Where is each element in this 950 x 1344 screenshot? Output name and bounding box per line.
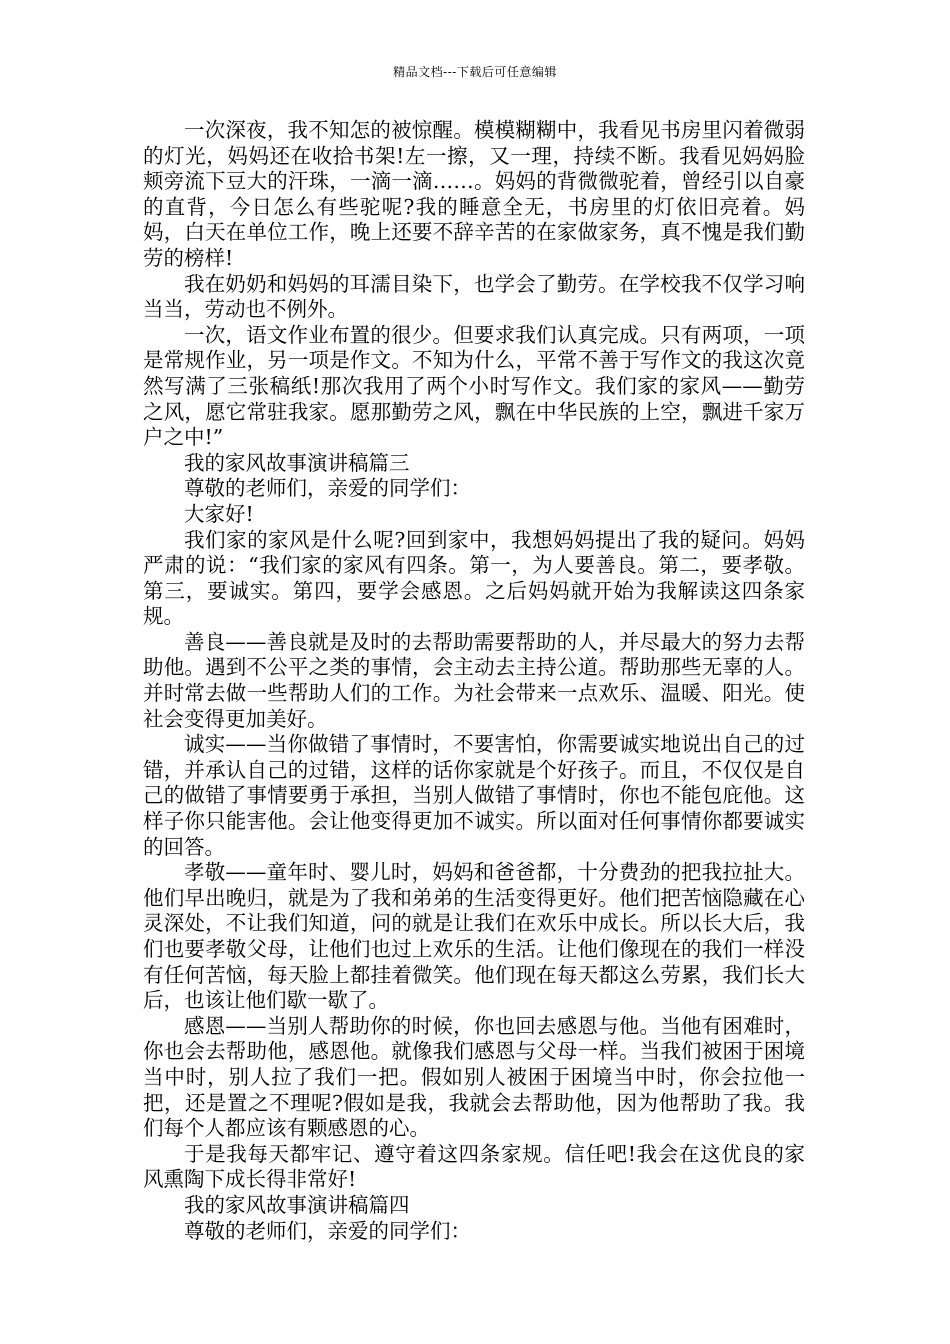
salutation-teachers-students: 尊敬的老师们，亲爱的同学们： — [184, 476, 471, 501]
salutation-part-four: 尊敬的老师们，亲爱的同学们： — [184, 1218, 471, 1243]
paragraph-family-rules: 我们家的家风是什么呢?回到家中，我想妈妈提出了我的疑问。妈妈严肃的说：“我们家的家风有四条。第一，为人要善良。第二，要孝敬。第三，要诚实。第四，要学会感恩。之后妈妈就开始为我解读这四条家规。 — [143, 527, 805, 629]
paragraph-homework: 一次，语文作业布置的很少。但要求我们认真完成。只有两项，一项是常规作业，另一项是作文。不知为什么，平常不善于写作文的我这次竟然写满了三张稿纸!那次我用了两个小时写作文。我们家的家风——勤劳之风，愿它常驻我家。愿那勤劳之风，飘在中华民族的上空，飘进千家万户之中!” — [143, 322, 805, 450]
paragraph-kindness: 善良——善良就是及时的去帮助需要帮助的人，并尽最大的努力去帮助他。遇到不公平之类的事情，会主动去主持公道。帮助那些无辜的人。并时常去做一些帮助人们的工作。为社会带来一点欢乐、温暖、阳光。使社会变得更加美好。 — [143, 629, 805, 731]
paragraph-gratitude: 感恩——当别人帮助你的时候，你也回去感恩与他。当他有困难时，你也会去帮助他，感恩他。就像我们感恩与父母一样。当我们被困于困境当中时，别人拉了我们一把。假如别人被困于困境当中时，你会拉他一把，还是置之不理呢?假如是我，我就会去帮助他，因为他帮助了我。我们每个人都应该有颗感恩的心。 — [143, 1013, 805, 1141]
paragraph-honesty: 诚实——当你做错了事情时，不要害怕，你需要诚实地说出自己的过错，并承认自己的过错，这样的话你家就是个好孩子。而且，不仅仅是自己的做错了事情要勇于承担，当别人做错了事情时，你也不能包庇他。这样子你只能害他。会让他变得更加不诚实。所以面对任何事情你都要诚实的回答。 — [143, 732, 805, 859]
paragraph-filial-piety: 孝敬——童年时、婴儿时，妈妈和爸爸都，十分费劲的把我拉扯大。他们早出晚归，就是为了我和弟弟的生活变得更好。他们把苦恼隐藏在心灵深处，不让我们知道，问的就是让我们在欢乐中成长。所以长大后，我们也要孝敬父母，让他们也过上欢乐的生活。让他们像现在的我们一样没有任何苦恼，每天脸上都挂着微笑。他们现在每天都这么劳累，我们长大后，也该让他们歇一歇了。 — [143, 860, 805, 1013]
greeting-hello: 大家好! — [184, 501, 254, 526]
page-header: 精品文档---下载后可任意编辑 — [393, 65, 557, 79]
paragraph-learned-diligence: 我在奶奶和妈妈的耳濡目染下，也学会了勤劳。在学校我不仅学习响当当，劳动也不例外。 — [143, 271, 805, 322]
section-title-part-three: 我的家风故事演讲稿篇三 — [184, 450, 410, 475]
document-body — [143, 118, 805, 1244]
paragraph-night-story: 一次深夜，我不知怎的被惊醒。模模糊糊中，我看见书房里闪着微弱的灯光，妈妈还在收拾书架!左一擦，又一理，持续不断。我看见妈妈脸颊旁流下豆大的汗珠，一滴一滴……。妈妈的背微微驼着，曾经引以自豪的直背，今日怎么有些驼呢?我的睡意全无，书房里的灯依旧亮着。妈妈，白天在单位工作，晚上还要不辞辛苦的在家做家务，真不愧是我们勤劳的榜样! — [143, 118, 805, 270]
section-title-part-four: 我的家风故事演讲稿篇四 — [184, 1192, 410, 1217]
paragraph-conclusion: 于是我每天都牢记、遵守着这四条家规。信任吧!我会在这优良的家风熏陶下成长得非常好! — [143, 1141, 805, 1192]
